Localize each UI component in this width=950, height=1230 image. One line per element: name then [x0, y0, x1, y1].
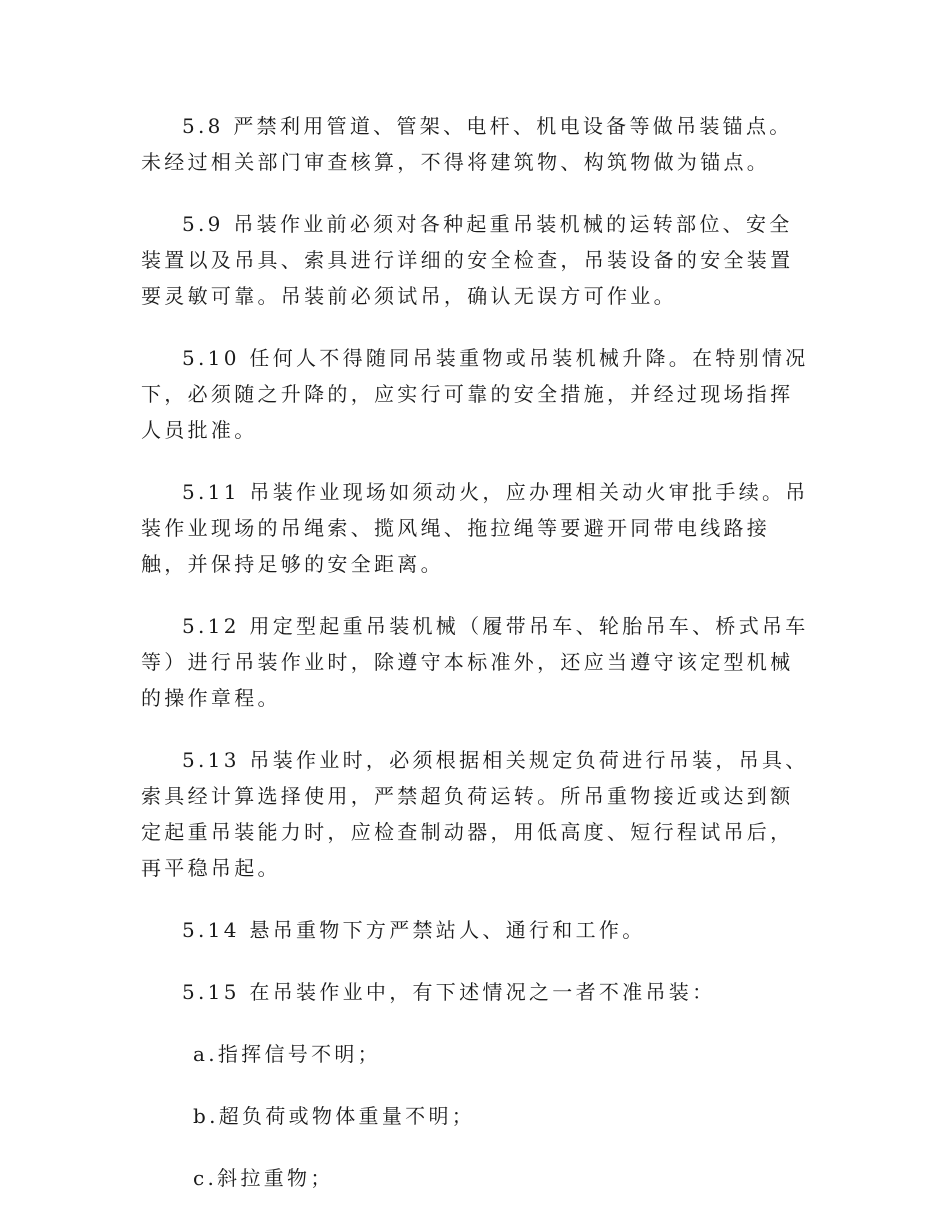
- clause-5-8: 5.8 严禁利用管道、管架、电杆、机电设备等做吊装锚点。未经过相关部门审查核算，不得将建筑物、构筑物做为锚点。: [141, 114, 793, 174]
- clause-5-13: 5.13 吊装作业时，必须根据相关规定负荷进行吊装，吊具、索具经计算选择使用，严禁超负荷运转。所吊重物接近或达到额定起重吊装能力时，应检查制动器，用低高度、短行程试吊后，再平稳吊起。: [141, 748, 809, 880]
- list-item-a: a.指挥信号不明；: [193, 1042, 381, 1066]
- document-body: [141, 108, 809, 1222]
- list-item-b: b.超负荷或物体重量不明；: [193, 1104, 476, 1128]
- clause-5-14: 5.14 悬吊重物下方严禁站人、通行和工作。: [182, 918, 646, 942]
- clause-5-10: 5.10 任何人不得随同吊装重物或吊装机械升降。在特别情况下，必须随之升降的，应实行可靠的安全措施，并经过现场指挥人员批准。: [141, 346, 809, 442]
- list-item-c: c.斜拉重物；: [193, 1166, 334, 1190]
- clause-5-12: 5.12 用定型起重吊装机械（履带吊车、轮胎吊车、桥式吊车等）进行吊装作业时，除遵守本标准外，还应当遵守该定型机械的操作章程。: [141, 614, 809, 710]
- clause-5-15: 5.15 在吊装作业中，有下述情况之一者不准吊装：: [182, 980, 716, 1004]
- clause-5-11: 5.11 吊装作业现场如须动火，应办理相关动火审批手续。吊装作业现场的吊绳索、揽风绳、拖拉绳等要避开同带电线路接触，并保持足够的安全距离。: [141, 480, 809, 576]
- clause-5-9: 5.9 吊装作业前必须对各种起重吊装机械的运转部位、安全装置以及吊具、索具进行详细的安全检查，吊装设备的安全装置要灵敏可靠。吊装前必须试吊，确认无误方可作业。: [141, 212, 794, 308]
